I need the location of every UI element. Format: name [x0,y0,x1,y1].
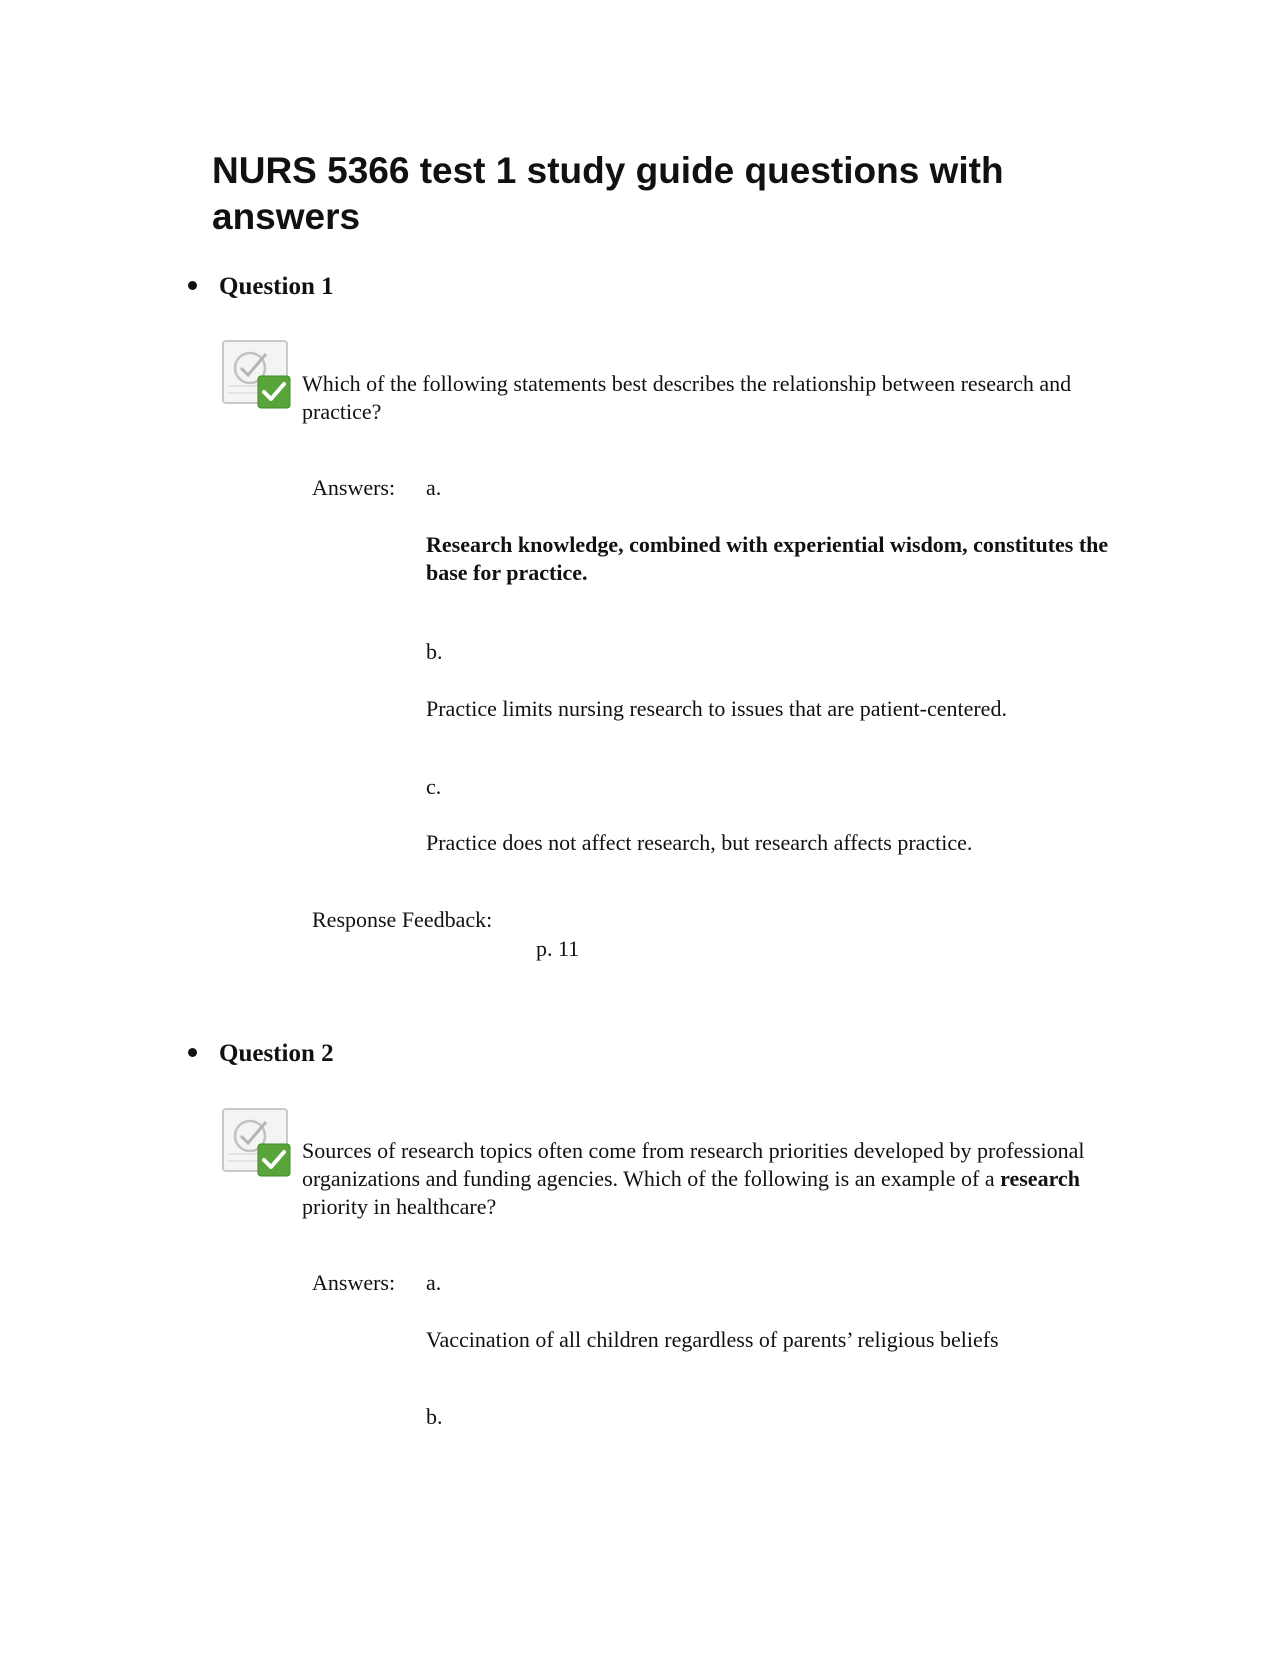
option-text: Practice limits nursing research to issues that are patient-centered. [426,696,1007,721]
option-letter: a. [426,1270,442,1295]
question-2-text [302,1137,1140,1221]
question-2-text-end: priority in healthcare? [302,1194,497,1219]
answers-label: Answers: [312,475,396,500]
page-title: NURS 5366 test 1 study guide questions with answers [212,150,1004,237]
question-1-heading [188,272,334,302]
option-text-correct: Research knowledge, combined with experiential wisdom, constitutes the base for practice. [426,532,1109,585]
bullet-icon [188,281,197,290]
bullet-icon [188,1048,197,1057]
question-2-label: Question 2 [219,1040,334,1067]
option-letter: b. [426,1404,443,1429]
option-text: Vaccination of all children regardless of parents’ religious beliefs [426,1327,999,1352]
question-2-text-start: Sources of research topics often come from research priorities developed by professional organizations and funding agencies. Which of the following is an example of a [302,1138,1085,1191]
answers-label: Answers: [312,1270,396,1295]
option-letter: c. [426,774,442,799]
response-feedback-label: Response Feedback: [312,907,493,932]
question-2-text-emphasis: research [1000,1166,1080,1191]
option-letter: b. [426,639,443,664]
question-1-text: Which of the following statements best describes the relationship between research and practice? [302,371,1072,424]
question-2-heading [188,1039,334,1069]
correct-check-icon [222,340,292,410]
response-feedback-value: p. 11 [536,936,580,961]
question-1-label: Question 1 [219,273,334,300]
option-text: Practice does not affect research, but research affects practice. [426,830,973,855]
correct-check-icon [222,1108,292,1178]
option-letter: a. [426,475,442,500]
